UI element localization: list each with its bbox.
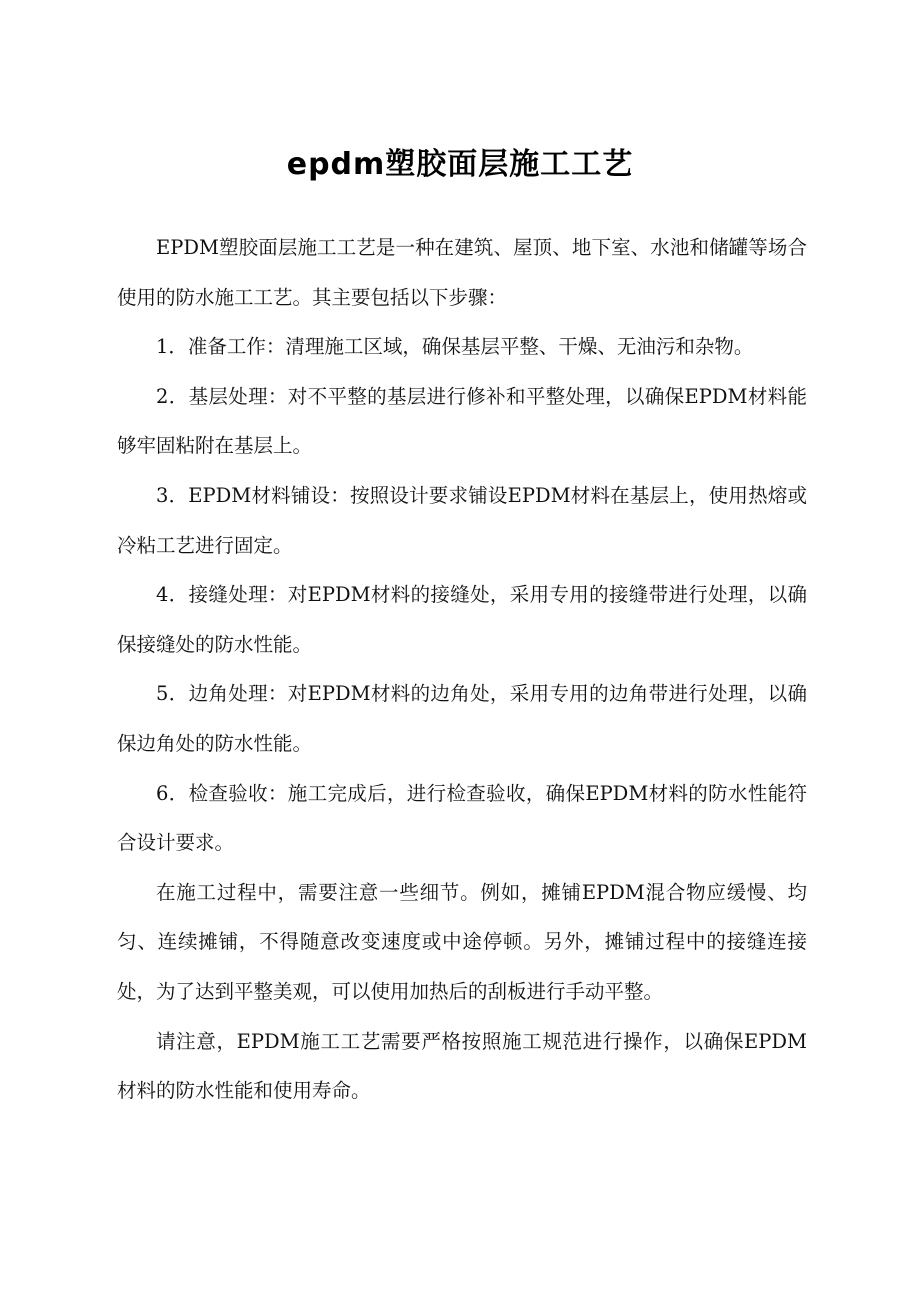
page-title: epdm塑胶面层施工工艺 bbox=[286, 147, 634, 183]
step-3-paragraph: 3．EPDM材料铺设：按照设计要求铺设EPDM材料在基层上，使用热熔或冷粘工艺进行固定。 bbox=[117, 483, 807, 557]
step-6-paragraph: 6．检查验收：施工完成后，进行检查验收，确保EPDM材料的防水性能符合设计要求。 bbox=[117, 781, 807, 855]
step-1-paragraph: 1．准备工作：清理施工区域，确保基层平整、干燥、无油污和杂物。 bbox=[156, 335, 754, 359]
closing-paragraph: 请注意，EPDM施工工艺需要严格按照施工规范进行操作，以确保EPDM材料的防水性能和使用寿命。 bbox=[117, 1029, 807, 1103]
document-body bbox=[117, 223, 807, 1116]
intro-paragraph: EPDM塑胶面层施工工艺是一种在建筑、屋顶、地下室、水池和储罐等场合使用的防水施工工艺。其主要包括以下步骤： bbox=[117, 236, 807, 309]
step-2-paragraph: 2．基层处理：对不平整的基层进行修补和平整处理，以确保EPDM材料能够牢固粘附在基层上。 bbox=[117, 384, 807, 458]
details-paragraph: 在施工过程中，需要注意一些细节。例如，摊铺EPDM混合物应缓慢、均匀、连续摊铺，不得随意改变速度或中途停顿。另外，摊铺过程中的接缝连接处，为了达到平整美观，可以使用加热后的刮板进行手动平整。 bbox=[117, 880, 807, 1003]
step-4-paragraph: 4．接缝处理：对EPDM材料的接缝处，采用专用的接缝带进行处理，以确保接缝处的防水性能。 bbox=[117, 583, 807, 656]
step-5-paragraph: 5．边角处理：对EPDM材料的边角处，采用专用的边角带进行处理，以确保边角处的防水性能。 bbox=[117, 682, 807, 755]
